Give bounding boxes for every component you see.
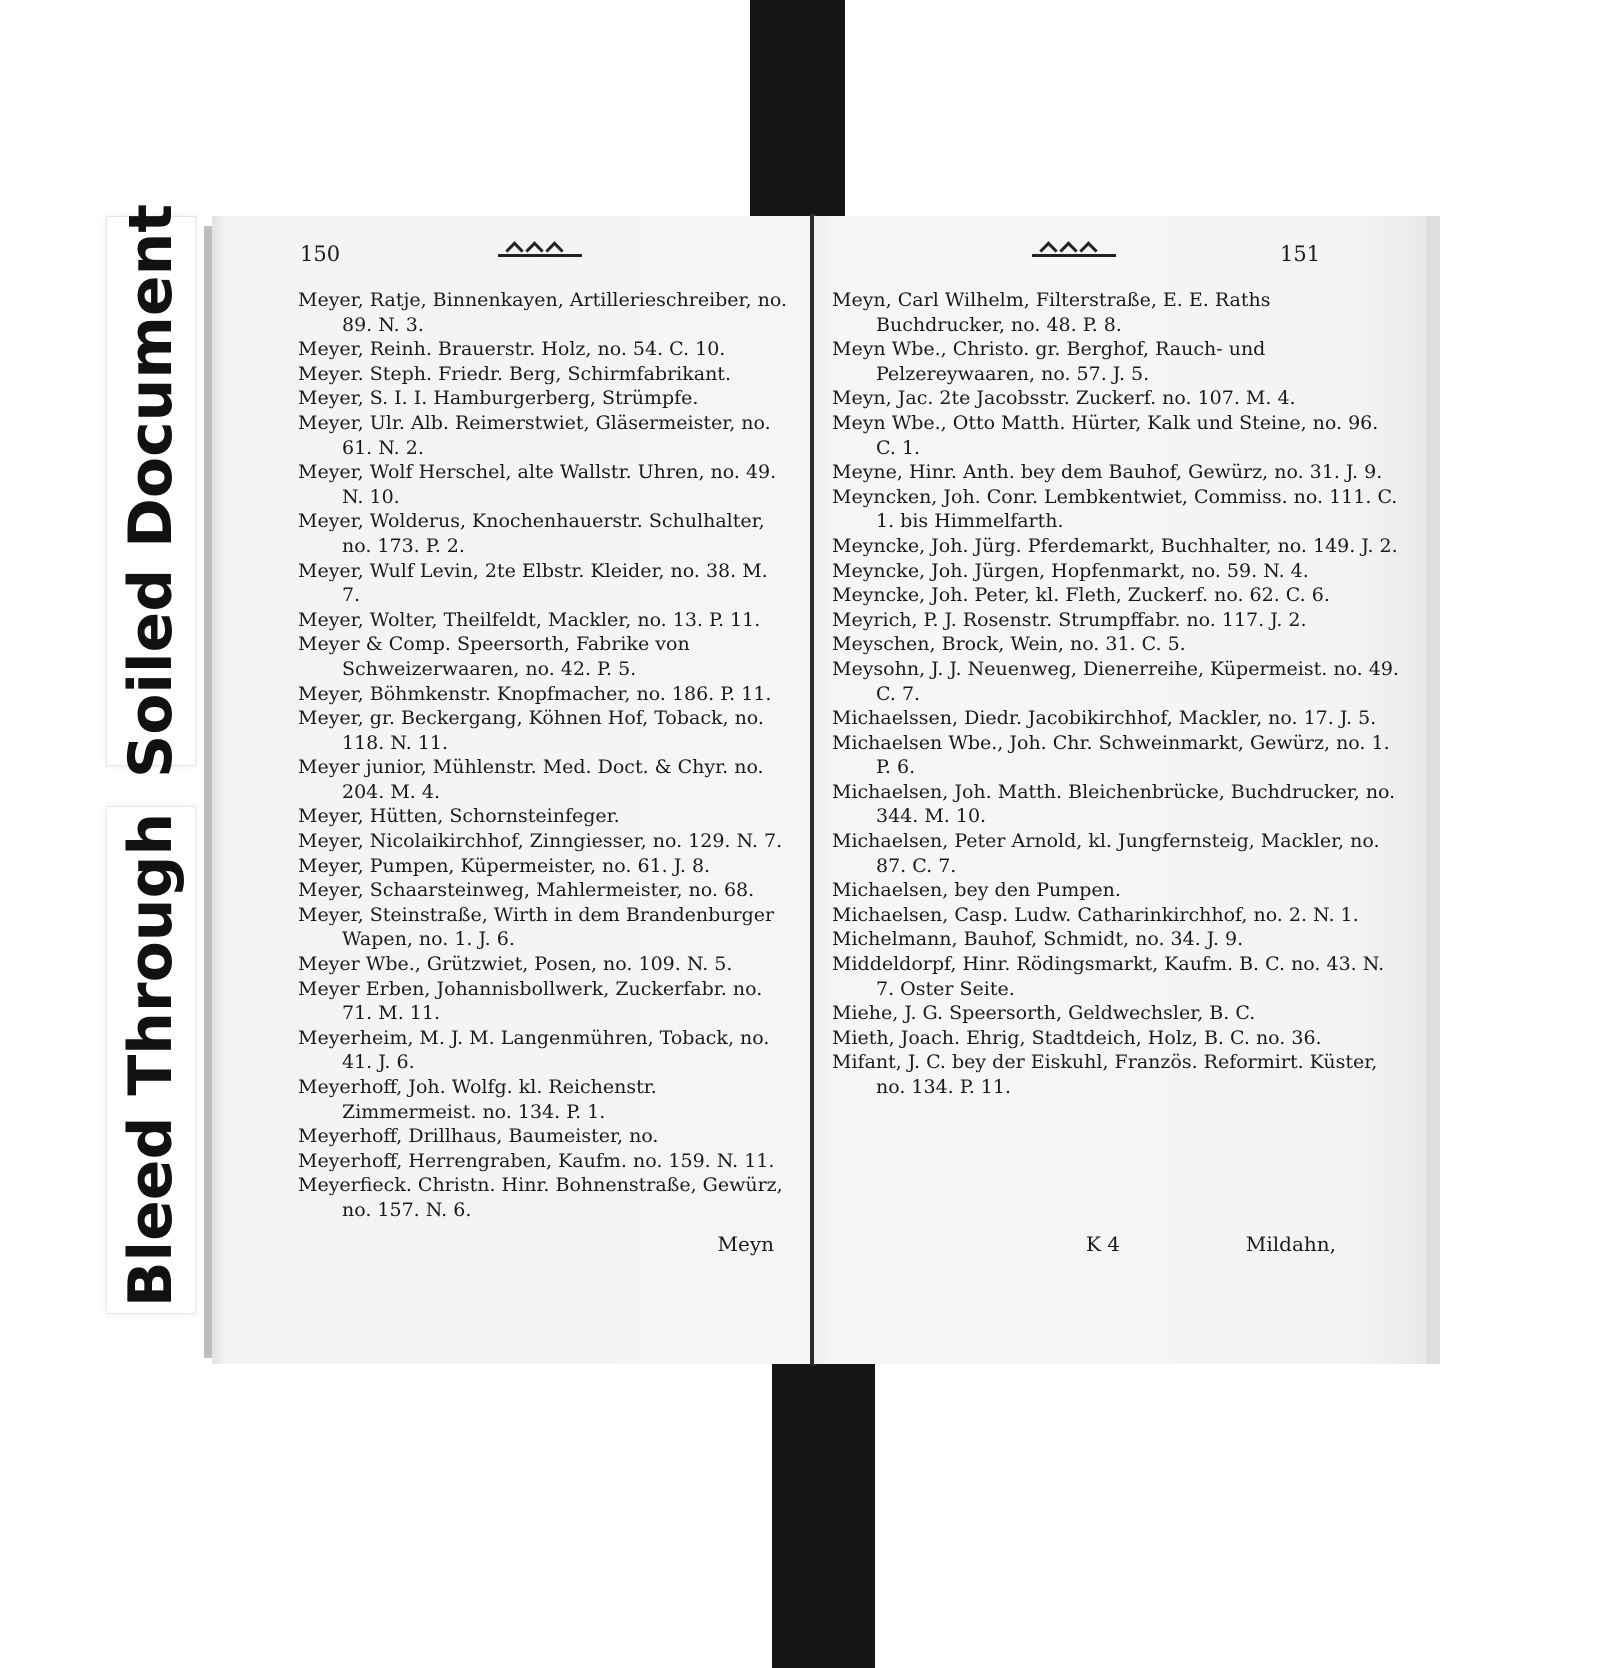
directory-entry: Meyn Wbe., Otto Matth. Hürter, Kalk und Steine, no. 96. C. 1. bbox=[832, 411, 1379, 459]
bleed-through-text: Bleed Through bbox=[116, 812, 186, 1308]
directory-entry: Meyer, Steinstraße, Wirth in dem Brandenburger Wapen, no. 1. J. 6. bbox=[298, 903, 775, 951]
directory-entry: Meyer, Wulf Levin, 2te Elbstr. Kleider, no. 38. M. 7. bbox=[298, 559, 768, 607]
directory-entry: Meyn, Jac. 2te Jacobsstr. Zuckerf. no. 107. M. 4. bbox=[832, 387, 1296, 410]
directory-entry: Meyer, Nicolaikirchhof, Zinngiesser, no. 129. N. 7. bbox=[298, 830, 783, 853]
directory-entry: Meyncke, Joh. Peter, kl. Fleth, Zuckerf. no. 62. C. 6. bbox=[832, 584, 1330, 607]
directory-entry: Meyer, Wolderus, Knochenhauerstr. Schulhalter, no. 173. P. 2. bbox=[298, 510, 765, 557]
directory-entry: Meyer. Steph. Friedr. Berg, Schirmfabrikant. bbox=[298, 362, 731, 385]
directory-entry: Mieth, Joach. Ehrig, Stadtdeich, Holz, B. C. no. 36. bbox=[832, 1026, 1322, 1049]
directory-entry: Michaelsen, Casp. Ludw. Catharinkirchhof, no. 2. N. 1. bbox=[832, 903, 1359, 926]
directory-entry: Meyncke, Joh. Jürgen, Hopfenmarkt, no. 59. N. 4. bbox=[832, 559, 1309, 582]
directory-entry: Meyerhoff, Joh. Wolfg. kl. Reichenstr. Zimmermeist. no. 134. P. 1. bbox=[298, 1076, 657, 1123]
directory-entry: Meyer, gr. Beckergang, Köhnen Hof, Toback, no. 118. N. 11. bbox=[298, 707, 764, 754]
directory-entry: Meyerheim, M. J. M. Langenmühren, Toback, no. 41. J. 6. bbox=[298, 1026, 770, 1074]
directory-entry: Meyerhoff, Drillhaus, Baumeister, no. bbox=[298, 1125, 659, 1148]
directory-entry: Meyne, Hinr. Anth. bey dem Bauhof, Gewürz, no. 31. J. 9. bbox=[832, 461, 1383, 484]
directory-entry: Meyer, Pumpen, Küpermeister, no. 61. J. 8. bbox=[298, 854, 711, 877]
page-number-left: 150 bbox=[300, 242, 341, 266]
directory-entry: Miehe, J. G. Speersorth, Geldwechsler, B. C. bbox=[832, 1002, 1256, 1025]
left-page bbox=[212, 216, 810, 1364]
directory-entry: Meyer, Wolf Herschel, alte Wallstr. Uhren, no. 49. N. 10. bbox=[298, 461, 777, 508]
directory-entry: Meyn, Carl Wilhelm, Filterstraße, E. E. Raths Buchdrucker, no. 48. P. 8. bbox=[832, 289, 1271, 336]
catchword-left: Meyn bbox=[717, 1232, 774, 1256]
catchword-right: Mildahn, bbox=[1245, 1232, 1336, 1256]
binding-strap-bottom bbox=[772, 1356, 875, 1668]
directory-entry: Meyschen, Brock, Wein, no. 31. C. 5. bbox=[832, 633, 1186, 656]
directory-entry: Meyncken, Joh. Conr. Lembkentwiet, Commiss. no. 111. C. 1. bis Himmelfarth. bbox=[832, 485, 1398, 533]
right-page bbox=[814, 216, 1426, 1364]
directory-entry: Michaelsen, Peter Arnold, kl. Jungfernsteig, Mackler, no. 87. C. 7. bbox=[832, 830, 1380, 877]
directory-entry: Meyer junior, Mühlenstr. Med. Doct. & Chyr. no. 204. M. 4. bbox=[298, 756, 764, 803]
directory-entry: Meyer, Hütten, Schornsteinfeger. bbox=[298, 805, 620, 828]
directory-entry: Meyn Wbe., Christo. gr. Berghof, Rauch- und Pelzereywaaren, no. 57. J. 5. bbox=[832, 338, 1266, 385]
directory-entry: Michaelsen, Joh. Matth. Bleichenbrücke, Buchdrucker, no. 344. M. 10. bbox=[832, 780, 1396, 828]
directory-entry: Meyerfieck. Christn. Hinr. Bohnenstraße, Gewürz, no. 157. N. 6. bbox=[298, 1174, 783, 1221]
directory-entry: Michelmann, Bauhof, Schmidt, no. 34. J. 9. bbox=[832, 928, 1244, 951]
left-entries bbox=[298, 288, 790, 1223]
directory-entry: Meyer & Comp. Speersorth, Fabrike von Schweizerwaaren, no. 42. P. 5. bbox=[298, 633, 690, 680]
directory-entry: Michaelsen Wbe., Joh. Chr. Schweinmarkt, Gewürz, no. 1. P. 6. bbox=[832, 731, 1390, 779]
directory-entry: Meyer, Ulr. Alb. Reimerstwiet, Gläsermeister, no. 61. N. 2. bbox=[298, 411, 771, 459]
left-page-edge bbox=[204, 226, 212, 1358]
directory-entry: Mifant, J. C. bey der Eiskuhl, Französ. Reformirt. Küster, no. 134. P. 11. bbox=[832, 1051, 1378, 1098]
right-page-edge bbox=[1426, 216, 1440, 1364]
soiled-document-label bbox=[106, 203, 196, 779]
ornament-left bbox=[498, 242, 582, 258]
directory-entry: Meysohn, J. J. Neuenweg, Dienerreihe, Küpermeist. no. 49. C. 7. bbox=[832, 657, 1399, 705]
directory-entry: Meyer, Böhmkenstr. Knopfmacher, no. 186. P. 11. bbox=[298, 682, 772, 705]
directory-entry: Middeldorpf, Hinr. Rödingsmarkt, Kaufm. B. C. no. 43. N. 7. Oster Seite. bbox=[832, 953, 1385, 1000]
right-entries bbox=[832, 288, 1404, 1100]
signature-mark: K 4 bbox=[1086, 1232, 1121, 1256]
directory-entry: Meyer, S. I. I. Hamburgerberg, Strümpfe. bbox=[298, 387, 699, 410]
directory-entry: Meyer Wbe., Grützwiet, Posen, no. 109. N. 5. bbox=[298, 953, 733, 976]
directory-entry: Michaelssen, Diedr. Jacobikirchhof, Mackler, no. 17. J. 5. bbox=[832, 707, 1377, 730]
directory-entry: Meyer, Reinh. Brauerstr. Holz, no. 54. C. 10. bbox=[298, 338, 726, 361]
directory-entry: Meyer, Wolter, Theilfeldt, Mackler, no. 13. P. 11. bbox=[298, 608, 761, 631]
directory-entry: Michaelsen, bey den Pumpen. bbox=[832, 879, 1121, 902]
directory-entry: Meyerhoff, Herrengraben, Kaufm. no. 159. N. 11. bbox=[298, 1149, 775, 1172]
bleed-through-label bbox=[106, 806, 196, 1314]
directory-entry: Meyer, Schaarsteinweg, Mahlermeister, no. 68. bbox=[298, 879, 755, 902]
binding-strap-top bbox=[750, 0, 845, 232]
ornament-right bbox=[1032, 242, 1116, 258]
page-number-right: 151 bbox=[1280, 242, 1321, 266]
directory-entry: Meyer Erben, Johannisbollwerk, Zuckerfabr. no. 71. M. 11. bbox=[298, 977, 763, 1025]
directory-entry: Meyer, Ratje, Binnenkayen, Artillerieschreiber, no. 89. N. 3. bbox=[298, 289, 788, 336]
directory-entry: Meyrich, P. J. Rosenstr. Strumpffabr. no. 117. J. 2. bbox=[832, 608, 1307, 631]
soiled-document-text: Soiled Document bbox=[116, 203, 186, 779]
directory-entry: Meyncke, Joh. Jürg. Pferdemarkt, Buchhalter, no. 149. J. 2. bbox=[832, 534, 1398, 557]
